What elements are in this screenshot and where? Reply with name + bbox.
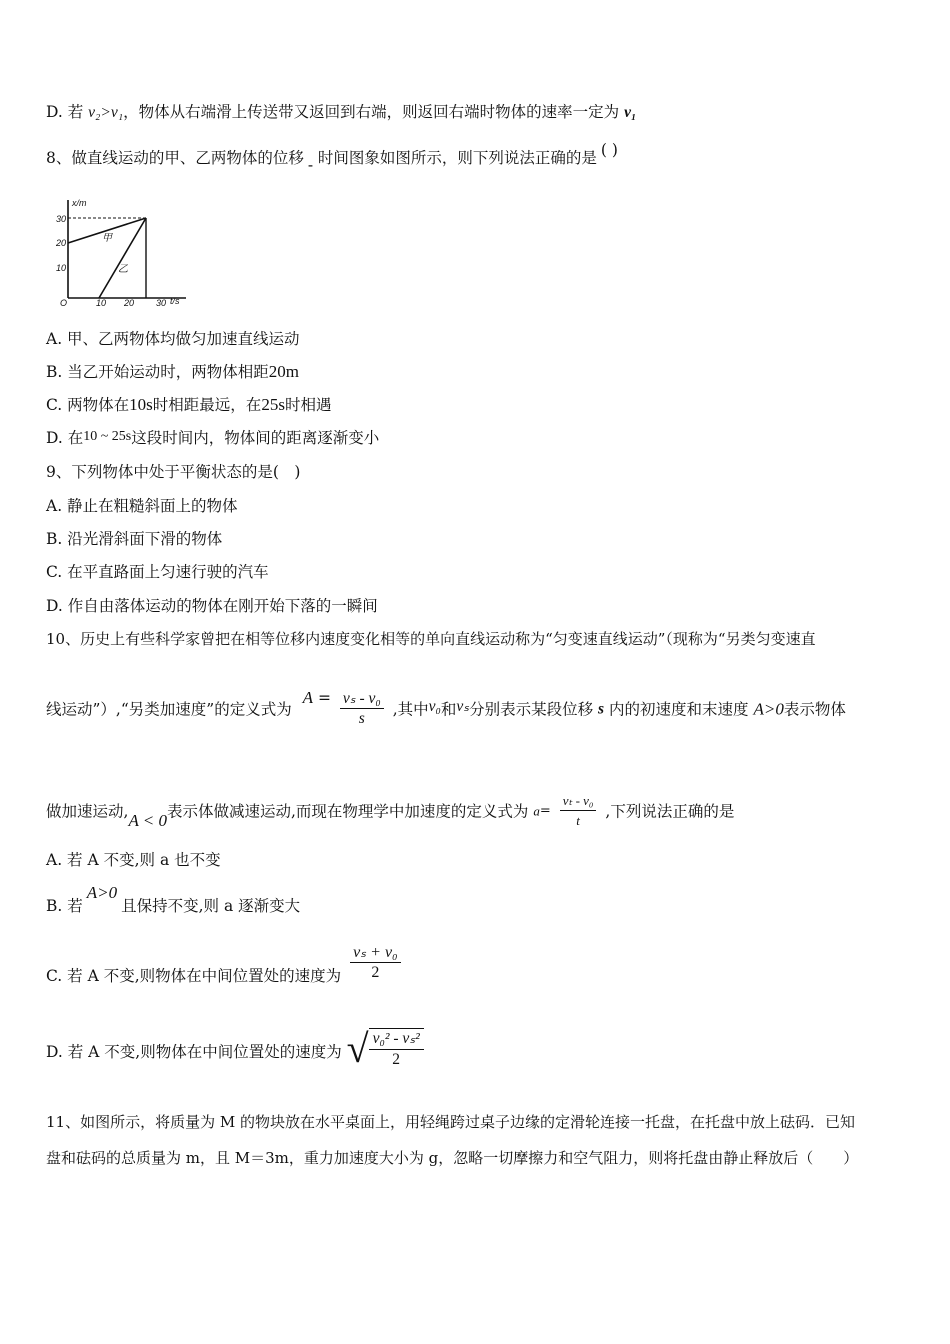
q10-def-denominator: s bbox=[358, 710, 365, 727]
q8-stem: 8、做直线运动的甲、乙两物体的位移 - 时间图象如图所示，则下列说法正确的是 ( ) bbox=[46, 141, 618, 174]
q10-stem-line2-text5: 表示物体 bbox=[783, 700, 846, 719]
q8-option-b-text: B. 当乙开始运动时，两物体相距 bbox=[46, 363, 269, 381]
q10-option-a bbox=[46, 850, 221, 870]
q8-option-c-value2: 25s bbox=[261, 395, 285, 414]
q8-answer-paren: ( ) bbox=[600, 141, 618, 159]
series-jia-label: 甲 bbox=[102, 233, 112, 244]
q10-option-a-text: A. 若 A 不变,则 a 也不变 bbox=[46, 851, 221, 869]
q7-option-d-condition: v₂>v₁ bbox=[88, 104, 124, 121]
q10-and: 和 bbox=[440, 700, 457, 719]
q8-option-d-text2: 这段时间内，物体间的距离逐渐变小 bbox=[131, 429, 380, 447]
q10-stem-line1-text: 10、历史上有些科学家曾把在相等位移内速度变化相等的单向直线运动称为“匀变速直线运动”（现称为“另类匀变速直 bbox=[46, 630, 816, 648]
q10-stem-line2-text4: 内的初速度和末速度 bbox=[609, 700, 749, 719]
q7-option-d bbox=[46, 102, 636, 123]
q8-option-c-text1: C. 两物体在 bbox=[46, 396, 130, 414]
q10-def-fraction bbox=[340, 690, 384, 729]
q9-option-b bbox=[46, 529, 222, 549]
q11-stem-line2-text: 盘和砝码的总质量为 m，且 M＝3m，重力加速度大小为 g，忽略一切摩擦力和空气阻力，则将托盘由静止释放后（ ） bbox=[46, 1149, 859, 1167]
q7-option-d-prefix: D. 若 bbox=[46, 103, 89, 121]
q9-stem bbox=[46, 462, 300, 482]
q10-stem-line2-text2: ,其中 bbox=[392, 700, 429, 719]
q9-option-b-text: B. 沿光滑斜面下滑的物体 bbox=[46, 530, 223, 548]
q7-option-d-end: v₁ bbox=[624, 104, 637, 121]
q10-def-eq: = bbox=[317, 688, 331, 707]
q9-option-a bbox=[46, 496, 238, 516]
q10-stem-line2-text1: 线运动”）,“另类加速度”的定义式为 bbox=[46, 700, 292, 719]
q10-option-c-text: C. 若 A 不变,则物体在中间位置处的速度为 bbox=[46, 966, 342, 985]
q10-stem-line3-text1: 做加速运动, bbox=[46, 802, 129, 821]
q10-stem-line3-text2: 表示体做减速运动,而现在物理学中加速度的定义式为 bbox=[167, 802, 529, 821]
q10-option-b-text1: B. 若 bbox=[46, 897, 83, 915]
q9-option-c bbox=[46, 562, 269, 582]
q8-option-d-text1: D. 在 bbox=[46, 429, 84, 447]
x-tick-30: 30 bbox=[156, 298, 167, 308]
sqrt-radical-icon: √ bbox=[346, 1026, 369, 1071]
q10-vs: vₛ bbox=[456, 697, 470, 715]
q10-acc-a: a bbox=[533, 803, 540, 819]
q11-stem-line2 bbox=[46, 1148, 858, 1168]
q8-option-d bbox=[46, 428, 379, 450]
q10-cond-positive: A>0 bbox=[753, 699, 784, 719]
q8-xt-graph bbox=[54, 198, 194, 310]
series-yi-label: 乙 bbox=[118, 264, 128, 275]
q10-stem-line2-text3: 分别表示某段位移 bbox=[469, 700, 594, 719]
q8-option-a bbox=[46, 329, 300, 349]
q10-stem-line3-text3: ,下列说法正确的是 bbox=[605, 802, 735, 821]
q8-option-b-value: 20m bbox=[268, 362, 299, 381]
q8-stem-part1: 8、做直线运动的甲、乙两物体的位移 bbox=[46, 149, 304, 167]
q10-option-d-denominator: 2 bbox=[392, 1051, 401, 1068]
q8-stem-part2: 时间图象如图所示，则下列说法正确的是 bbox=[317, 149, 597, 167]
q8-option-c-value1: 10s bbox=[129, 395, 153, 414]
q10-stem-line2 bbox=[46, 687, 846, 729]
q10-acc-denominator: t bbox=[576, 813, 580, 828]
y-tick-10: 10 bbox=[56, 263, 67, 273]
q10-v0: v₀ bbox=[428, 697, 441, 715]
q10-option-b bbox=[46, 883, 301, 916]
q8-option-b bbox=[46, 362, 299, 382]
q9-option-d bbox=[46, 596, 378, 616]
q9-option-c-text: C. 在平直路面上匀速行驶的汽车 bbox=[46, 563, 269, 581]
x-tick-20: 20 bbox=[124, 298, 135, 308]
q10-stem-line1 bbox=[46, 629, 816, 649]
q11-stem-line1-text: 11、如图所示，将质量为 M 的物块放在水平桌面上，用轻绳跨过桌子边缘的定滑轮连接一托盘，在托盘中放上砝码．已知 bbox=[46, 1113, 855, 1131]
q10-option-b-cond: A>0 bbox=[86, 883, 118, 902]
q9-stem-text: 9、下列物体中处于平衡状态的是( ) bbox=[46, 463, 301, 481]
q10-option-b-text2: 且保持不变,则 a 逐渐变大 bbox=[121, 897, 301, 915]
q10-cond-negative: A < 0 bbox=[128, 810, 167, 830]
q7-option-d-text: ，物体从右端滑上传送带又返回到右端，则返回右端时物体的速率一定为 bbox=[123, 103, 625, 121]
q8-option-a-text: A. 甲、乙两物体均做匀加速直线运动 bbox=[46, 330, 300, 348]
q10-option-d-text: D. 若 A 不变,则物体在中间位置处的速度为 bbox=[46, 1043, 342, 1061]
y-axis-label: x/m bbox=[72, 198, 87, 208]
q10-acc-numerator: vₜ - v₀ bbox=[560, 792, 597, 811]
q9-option-d-text: D. 作自由落体运动的物体在刚开始下落的一瞬间 bbox=[46, 597, 378, 615]
q10-option-c-numerator: vₛ + v₀ bbox=[350, 944, 401, 963]
q10-option-c bbox=[46, 944, 405, 994]
q8-option-c-text3: 时相遇 bbox=[284, 396, 332, 414]
y-tick-30: 30 bbox=[56, 214, 67, 224]
q10-option-c-fraction bbox=[350, 944, 401, 983]
q10-s: s bbox=[598, 700, 605, 718]
x-tick-10: 10 bbox=[96, 298, 107, 308]
q10-acc-fraction bbox=[560, 792, 597, 831]
q8-option-d-range: 10 ~ 25s bbox=[83, 429, 132, 444]
q10-option-c-denominator: 2 bbox=[371, 964, 380, 981]
q10-option-d bbox=[46, 1028, 424, 1084]
q9-option-a-text: A. 静止在粗糙斜面上的物体 bbox=[46, 497, 238, 515]
q8-option-c bbox=[46, 395, 331, 415]
q10-option-d-numerator: v₀² - vₛ² bbox=[369, 1029, 424, 1050]
q10-def-A: A bbox=[302, 687, 314, 707]
q10-option-d-sqrt bbox=[347, 1028, 424, 1070]
y-tick-20: 20 bbox=[56, 238, 67, 248]
x-axis-label: t/s bbox=[170, 296, 180, 306]
q11-stem-line1 bbox=[46, 1112, 855, 1132]
q8-option-c-text2: 时相距最远，在 bbox=[152, 396, 262, 414]
q10-def-numerator: vₛ - v₀ bbox=[340, 690, 384, 709]
x-tick-origin: O bbox=[60, 298, 68, 308]
q10-stem-line3: 做加速运动,A < 0表示体做减速运动,而现在物理学中加速度的定义式为 a= $\frac{\text{vₜ - v₀}}{t}$ ,下列说法正确的是 bbox=[46, 793, 735, 830]
